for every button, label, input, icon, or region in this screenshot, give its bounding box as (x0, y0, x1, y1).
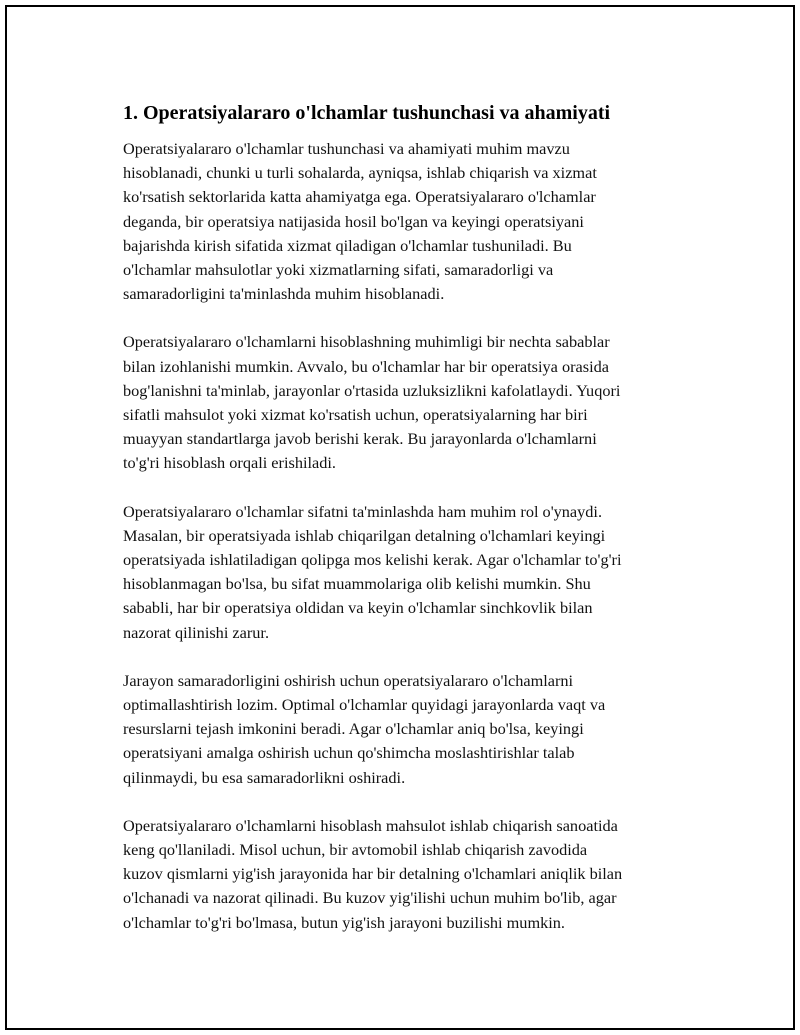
text-line: ko'rsatish sektorlarida katta ahamiyatga ega. Operatsiyalararo o'lchamlar (123, 187, 596, 207)
text-line: Operatsiyalararo o'lchamlarni hisoblash mahsulot ishlab chiqarish sanoatida (123, 815, 618, 835)
text-line: operatsiyani amalga oshirish uchun qo'shimcha moslashtirishlar talab (123, 743, 575, 763)
text-line: bog'lanishni ta'minlab, jarayonlar o'rtasida uzluksizlikni kafolatlaydi. Yuqori (123, 380, 621, 400)
text-line: resurslarni tejash imkonini beradi. Agar o'lchamlar aniq bo'lsa, keyingi (123, 719, 584, 739)
text-line: keng qo'llaniladi. Misol uchun, bir avtomobil ishlab chiqarish zavodida (123, 840, 588, 860)
text-line: nazorat qilinishi zarur. (123, 622, 270, 642)
text-line: deganda, bir operatsiya natijasida hosil bo'lgan va keyingi operatsiyani (123, 211, 584, 231)
text-line: o'lchamlar mahsulotlar yoki xizmatlarning sifati, samaradorligi va (123, 260, 554, 280)
text-line: hisoblanadi, chunki u turli sohalarda, ayniqsa, ishlab chiqarish va xizmat (123, 163, 597, 183)
section-heading: 1. Operatsiyalararo o'lchamlar tushunchasi va ahamiyati (123, 102, 611, 124)
text-line: Operatsiyalararo o'lchamlar sifatni ta'minlashda ham muhim rol o'ynaydi. (123, 501, 603, 521)
page-frame (5, 5, 795, 1030)
text-line: Jarayon samaradorligini oshirish uchun operatsiyalararo o'lchamlarni (123, 670, 574, 690)
paragraph-4 (123, 669, 691, 790)
paragraph-3 (123, 500, 691, 645)
text-line: qilinmaydi, bu esa samaradorlikni oshiradi. (123, 767, 406, 787)
text-line: optimallashtirish lozim. Optimal o'lchamlar quyidagi jarayonlarda vaqt va (123, 695, 606, 715)
text-line: samaradorligini ta'minlashda muhim hisoblanadi. (123, 284, 445, 304)
text-line: kuzov qismlarni yig'ish jarayonida har bir detalning o'lchamlari aniqlik bilan (123, 864, 623, 884)
text-line: o'lchamlar to'g'ri bo'lmasa, butun yig'ish jarayoni buzilishi mumkin. (123, 912, 565, 932)
paragraph-1 (123, 137, 691, 306)
text-line: operatsiyada ishlatiladigan qolipga mos kelishi kerak. Agar o'lchamlar to'g'ri (123, 550, 622, 570)
text-line: Masalan, bir operatsiyada ishlab chiqarilgan detalning o'lchamlari keyingi (123, 525, 606, 545)
paragraph-2 (123, 330, 691, 475)
text-line: hisoblanmagan bo'lsa, bu sifat muammolariga olib kelishi mumkin. Shu (123, 574, 591, 594)
text-line: bilan izohlanishi mumkin. Avvalo, bu o'lchamlar har bir operatsiya orasida (123, 356, 609, 376)
text-line: o'lchanadi va nazorat qilinadi. Bu kuzov yig'ilishi uchun muhim bo'lib, agar (123, 888, 617, 908)
text-line: bajarishda kirish sifatida xizmat qiladigan o'lchamlar tushuniladi. Bu (123, 235, 572, 255)
text-line: to'g'ri hisoblash orqali erishiladi. (123, 453, 336, 473)
text-line: sababli, har bir operatsiya oldidan va keyin o'lchamlar sinchkovlik bilan (123, 598, 593, 618)
text-line: sifatli mahsulot yoki xizmat ko'rsatish uchun, operatsiyalarning har biri (123, 405, 588, 425)
document-body (119, 99, 691, 959)
text-line: muayyan standartlarga javob berishi kerak. Bu jarayonlarda o'lchamlarni (123, 429, 597, 449)
paragraph-5 (123, 814, 691, 935)
text-line: Operatsiyalararo o'lchamlar tushunchasi va ahamiyati muhim mavzu (123, 139, 570, 158)
text-line: Operatsiyalararo o'lchamlarni hisoblashning muhimligi bir nechta sabablar (123, 332, 610, 352)
